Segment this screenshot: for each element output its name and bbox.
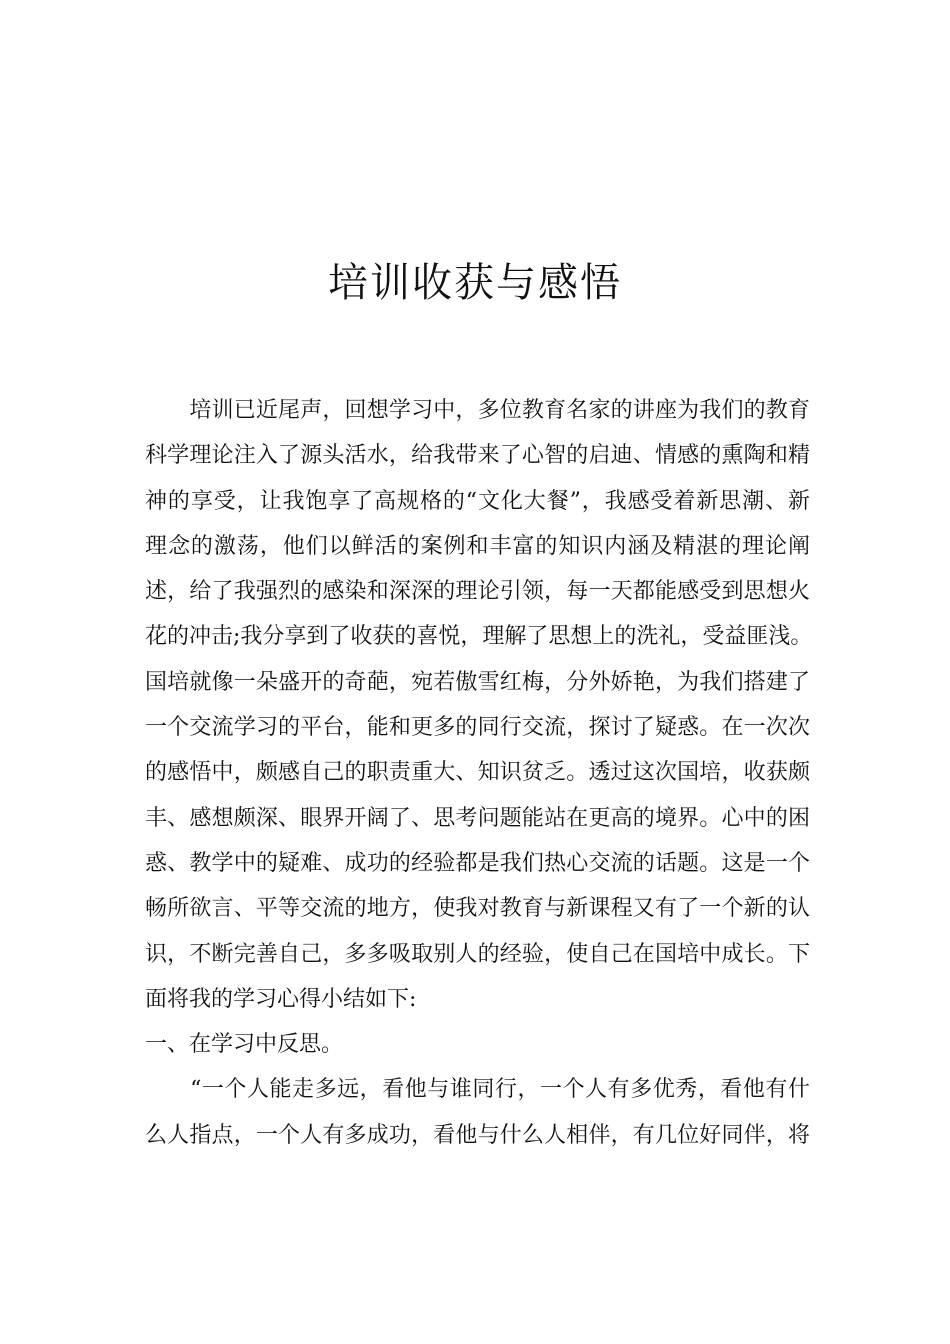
text-line: 培训已近尾声，回想学习中，多位教育名家的讲座为我们的教育 [145, 398, 810, 423]
document-title: 培训收获与感悟 [328, 260, 622, 306]
text-line: 丰、感想颇深、眼界开阔了、思考问题能站在更高的境界。心中的困 [145, 805, 810, 831]
document-body [145, 388, 813, 1158]
text-line: 的感悟中，颇感自己的职责重大、知识贫乏。透过这次国培，收获颇 [145, 760, 810, 786]
text-line: 国培就像一朵盛开的奇葩，宛若傲雪红梅，分外娇艳，为我们搭建了 [145, 669, 810, 695]
text-line: 识，不断完善自己，多多吸取别人的经验，使自己在国培中成长。下 [145, 941, 810, 967]
text-line: 神的享受，让我饱享了高规格的“文化大餐”，我感受着新思潮、新 [145, 488, 810, 514]
text-line: 惑、教学中的疑难、成功的经验都是我们热心交流的话题。这是一个 [145, 850, 810, 876]
text-line: 么人指点，一个人有多成功，看他与什么人相伴，有几位好同伴，将 [145, 1122, 810, 1148]
section-heading: 一、在学习中反思。 [145, 1032, 344, 1058]
text-line: 面将我的学习心得小结如下: [145, 986, 417, 1012]
text-line: 一个交流学习的平台，能和更多的同行交流，探讨了疑惑。在一次次 [145, 715, 810, 741]
text-line: 理念的激荡，他们以鲜活的案例和丰富的知识内涵及精湛的理论阐 [145, 533, 810, 559]
text-line: 述，给了我强烈的感染和深深的理论引领，每一天都能感受到思想火 [145, 579, 810, 605]
text-line: 花的冲击;我分享到了收获的喜悦，理解了思想上的洗礼，受益匪浅。 [145, 624, 813, 650]
text-line: 科学理论注入了源头活水，给我带来了心智的启迪、情感的熏陶和精 [145, 443, 810, 469]
text-line: 畅所欲言、平等交流的地方，使我对教育与新课程又有了一个新的认 [145, 896, 810, 922]
text-line: “一个人能走多远，看他与谁同行，一个人有多优秀，看他有什 [145, 1077, 810, 1103]
